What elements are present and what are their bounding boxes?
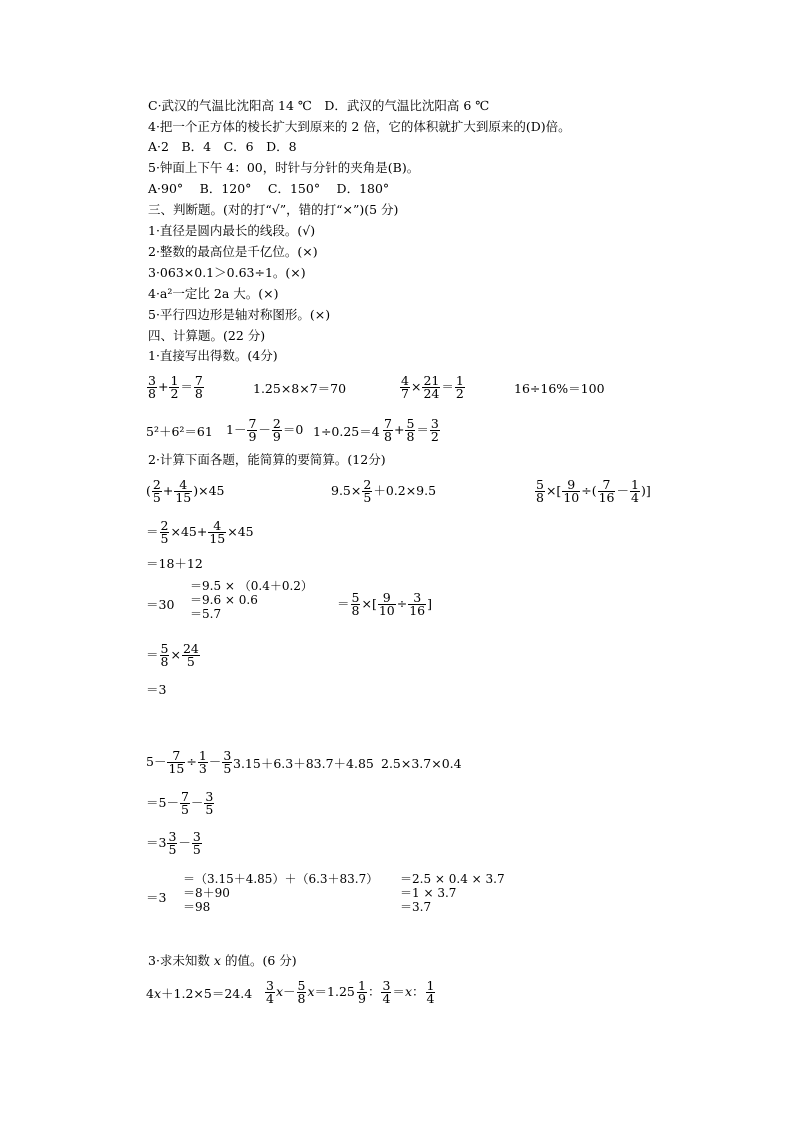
problem-2c-step-3: ＝3 (146, 682, 167, 697)
choice-question-4: 4·把一个正方体的棱长扩大到原来的 2 倍，它的体积就扩大到原来的(D)倍。 (148, 119, 571, 134)
direct-answer-6: 1－ $\frac{7}{9}$ － $\frac{2}{9}$ ＝0 (226, 416, 304, 444)
problem-2f-expression: 2.5×3.7×0.4 (381, 756, 462, 771)
problem-2f-step-2: ＝1 × 3.7 (400, 886, 457, 900)
equation-3: $\frac{1}{9}$ ： $\frac{3}{4}$ ＝x： $\frac{1}{4}$ (358, 978, 435, 1006)
problem-2b-steps (190, 579, 313, 621)
problem-2b-step-1: ＝9.5 × （0.4＋0.2） (190, 579, 313, 593)
problem-2a-step-1: ＝ $\frac{2}{5}$ ×45+ $\frac{4}{15}$ ×45 (146, 518, 254, 546)
problem-2b-expression: 9.5× $\frac{2}{5}$ ＋0.2×9.5 (331, 477, 437, 505)
direct-answer-7: 1÷0.25＝4 (313, 424, 380, 439)
problem-2e-step-2: ＝8＋90 (183, 886, 230, 900)
problem-2c-step-2: ＝ $\frac{5}{8}$ × $\frac{24}{5}$ (146, 641, 199, 669)
problem-2a-expression: ( $\frac{2}{5}$ + $\frac{4}{15}$ )×45 (146, 477, 225, 505)
problem-2d-step-3: ＝3 (146, 890, 167, 905)
section-title-judge: 三、判断题。(对的打“√”，错的打“×”)(5 分) (148, 202, 399, 217)
section-title-calc: 四、计算题。(22 分) (148, 328, 266, 343)
direct-answer-5: 5²＋6²＝61 (146, 424, 213, 439)
choice-options-5: A·90° B．120° C．150° D．180° (148, 181, 390, 196)
problem-2c-expression: $\frac{5}{8}$ ×[ $\frac{9}{10}$ ÷( $\frac{7}{16}$ － $\frac{1}{4}$ )] (536, 477, 651, 505)
problem-2e-expression: 3.15＋6.3＋83.7＋4.85 (233, 756, 374, 771)
problem-2b-step-3: ＝5.7 (190, 607, 222, 621)
judge-item-4: 4·a²一定比 2a 大。(×) (148, 286, 279, 301)
calc-part3-title: 3·求未知数 x 的值。(6 分) (148, 953, 297, 968)
equation-2: $\frac{3}{4}$ x－ $\frac{5}{8}$ x＝1.25 (266, 978, 355, 1006)
problem-2b-step-2: ＝9.6 × 0.6 (190, 593, 258, 607)
problem-2c-step-1: ＝ $\frac{5}{8}$ ×[ $\frac{9}{10}$ ÷ $\frac{3}{16}$ ] (337, 590, 433, 618)
choice-question-5: 5·钟面上下午 4：00，时针与分针的夹角是(B)。 (148, 160, 420, 175)
judge-item-5: 5·平行四边形是轴对称图形。(×) (148, 307, 331, 322)
problem-2f-steps (400, 872, 505, 914)
problem-2a-step-2: ＝18＋12 (146, 556, 203, 571)
calc-part2-title: 2·计算下面各题，能简算的要简算。(12分) (148, 452, 386, 467)
direct-answer-2: 1.25×8×7＝70 (253, 381, 347, 396)
problem-2d-expression: 5－ $\frac{7}{15}$ ÷ $\frac{1}{3}$ － $\frac{3}{5}$ (146, 748, 232, 776)
problem-2e-steps (183, 872, 378, 914)
problem-2f-step-1: ＝2.5 × 0.4 × 3.7 (400, 872, 505, 886)
choice-options-4: A·2 B．4 C．6 D．8 (148, 139, 297, 154)
direct-answer-1: $\frac{3}{8}$ + $\frac{1}{2}$ ＝ $\frac{7}{8}$ (148, 373, 203, 401)
judge-item-1: 1·直径是圆内最长的线段。(√) (148, 223, 316, 238)
judge-item-3: 3·063×0.1＞0.63÷1。(×) (148, 265, 306, 280)
problem-2a-step-3: ＝30 (146, 597, 175, 612)
judge-item-2: 2·整数的最高位是千亿位。(×) (148, 244, 318, 259)
direct-answer-3: $\frac{4}{7}$ × $\frac{21}{24}$ ＝ $\frac{1}{2}$ (401, 373, 464, 401)
problem-2e-step-1: ＝（3.15＋4.85）＋（6.3＋83.7） (183, 872, 379, 886)
direct-answer-4: 16÷16%＝100 (514, 381, 605, 396)
problem-2e-step-3: ＝98 (183, 900, 211, 914)
direct-answer-8: $\frac{7}{8}$ + $\frac{5}{8}$ ＝ $\frac{3}{2}$ (384, 416, 439, 444)
problem-2d-step-2: ＝3 $\frac{3}{5}$ － $\frac{3}{5}$ (146, 829, 201, 857)
problem-2d-step-1: ＝5－ $\frac{7}{5}$ － $\frac{3}{5}$ (146, 789, 214, 817)
choice-options-cd: C·武汉的气温比沈阳高 14 ℃ D．武汉的气温比沈阳高 6 ℃ (148, 98, 490, 113)
calc-part1-title: 1·直接写出得数。(4分) (148, 348, 278, 363)
equation-1: 4x＋1.2×5＝24.4 (146, 986, 253, 1001)
problem-2f-step-3: ＝3.7 (400, 900, 432, 914)
